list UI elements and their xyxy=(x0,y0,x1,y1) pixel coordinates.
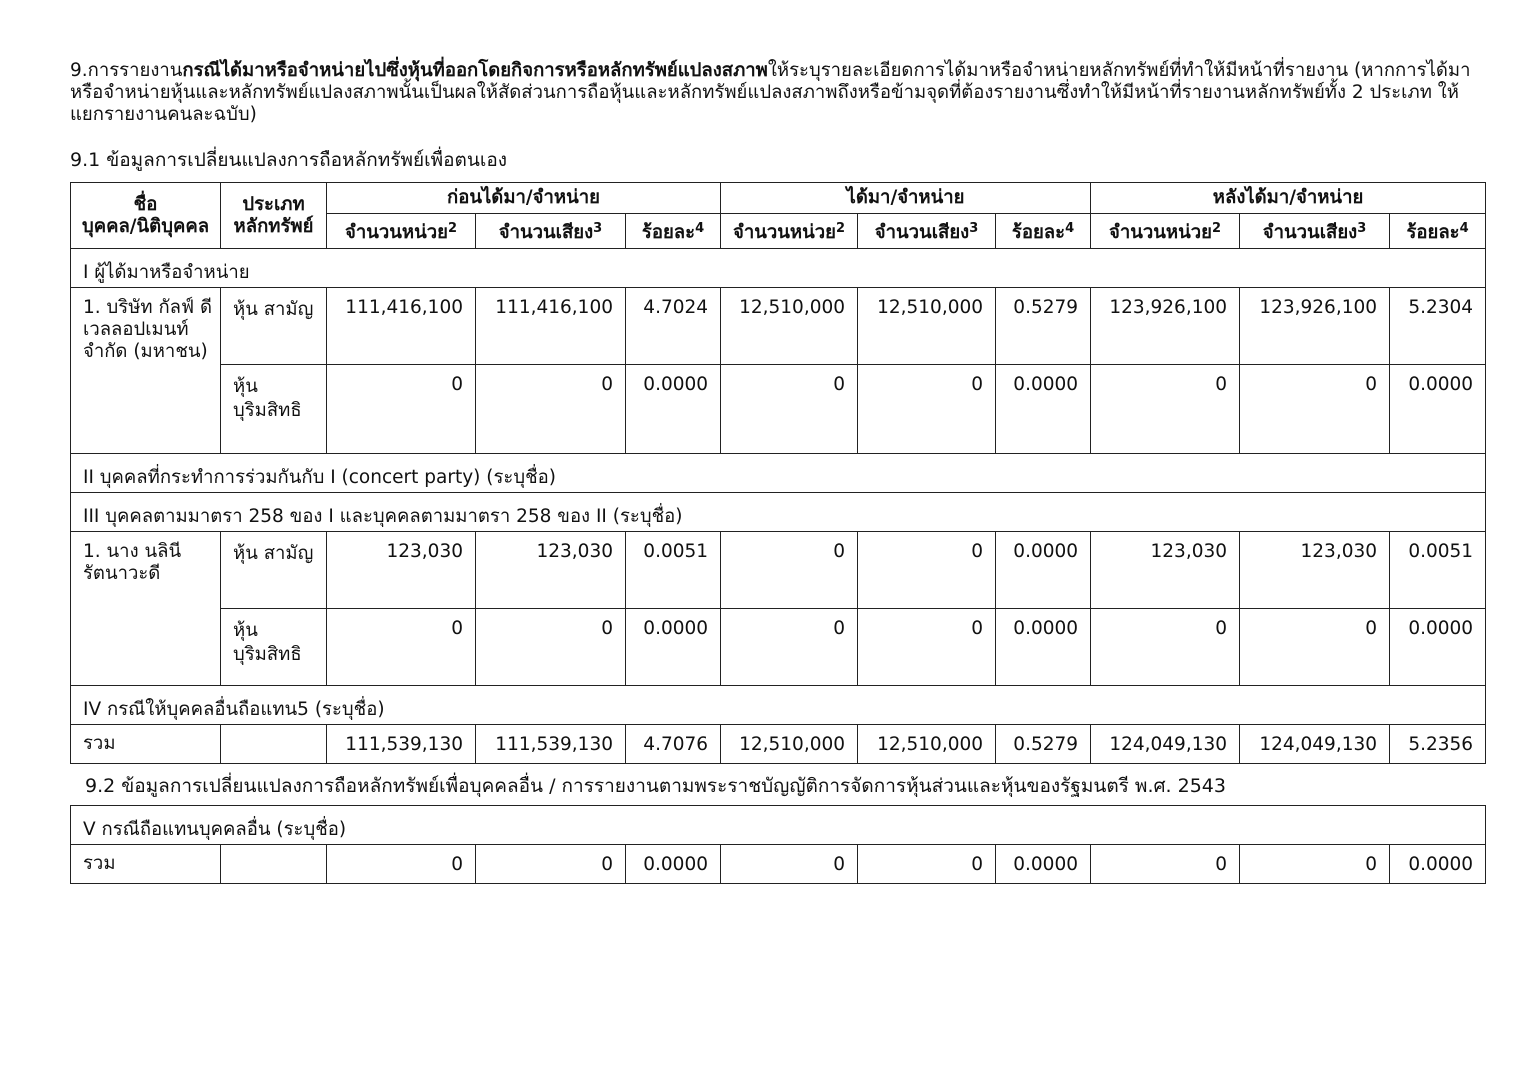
header-votes: จำนวนเสียง$^3$ xyxy=(476,214,626,249)
entity-name: 1. บริษัท กัลฟ์ ดี เวลลอปเมนท์ จำกัด (มหาชน) xyxy=(71,288,221,454)
table-row xyxy=(71,532,1486,609)
total-before-percent: 0.0000 xyxy=(626,845,721,884)
section-9-1-title: 9.1 ข้อมูลการเปลี่ยนแปลงการถือหลักทรัพย์เพื่อตนเอง xyxy=(70,149,508,171)
after-units: 123,030 xyxy=(1091,532,1240,609)
header-votes: จำนวนเสียง$^3$ xyxy=(1240,214,1390,249)
security-type: หุ้น บุริมสิทธิ xyxy=(221,365,327,454)
section-I-label: I ผู้ได้มาหรือจำหน่าย xyxy=(71,249,1486,288)
change-votes: 0 xyxy=(858,532,996,609)
intro-lead: 9.การรายงาน xyxy=(70,60,183,81)
after-units: 0 xyxy=(1091,609,1240,686)
table-row xyxy=(71,288,1486,365)
total-type-empty xyxy=(221,725,327,764)
after-votes: 123,030 xyxy=(1240,532,1390,609)
total-change-votes: 12,510,000 xyxy=(858,725,996,764)
total-change-votes: 0 xyxy=(858,845,996,884)
change-percent: 0.0000 xyxy=(996,365,1091,454)
after-votes: 0 xyxy=(1240,365,1390,454)
before-votes: 111,416,100 xyxy=(476,288,626,365)
after-percent: 5.2304 xyxy=(1390,288,1486,365)
after-percent: 0.0000 xyxy=(1390,365,1486,454)
before-units: 111,416,100 xyxy=(327,288,476,365)
change-votes: 12,510,000 xyxy=(858,288,996,365)
security-type: หุ้น บุริมสิทธิ xyxy=(221,609,327,686)
header-percent: ร้อยละ$^4$ xyxy=(1390,214,1486,249)
section-row-I xyxy=(71,249,1486,288)
intro-bold: กรณีได้มาหรือจำหน่ายไปซึ่งหุ้นที่ออกโดยกิจการหรือหลักทรัพย์แปลงสภาพ xyxy=(182,60,768,81)
before-percent: 0.0000 xyxy=(626,365,721,454)
section-row-IV xyxy=(71,686,1486,725)
after-units: 123,926,100 xyxy=(1091,288,1240,365)
after-units: 0 xyxy=(1091,365,1240,454)
before-units: 123,030 xyxy=(327,532,476,609)
proxy-holdings-table xyxy=(70,805,1486,884)
section-II-label: II บุคคลที่กระทำการร่วมกันกับ I (concert party) (ระบุชื่อ) xyxy=(71,454,1486,493)
change-units: 12,510,000 xyxy=(721,288,858,365)
header-votes: จำนวนเสียง$^3$ xyxy=(858,214,996,249)
intro-rest: ให้ระบุรายละเอียดการได้มาหรือจำหน่ายหลักทรัพย์ที่ทำให้มีหน้าที่รายงาน (หากการได้มาหรือจำหน่ายหุ้นและหลักทรัพย์แปลงสภาพนั้นเป็นผลให้สัดส่วนการถือหุ้นและหลักทรัพย์แปลงสภาพถึงหรือข้ามจุดที่ต้องรายงานซึ่งทำให้มีหน้าที่รายงานหลักทรัพย์ทั้ง 2 ประเภท ให้แยกรายงานคนละฉบับ) xyxy=(70,60,1471,125)
security-type: หุ้น สามัญ xyxy=(221,288,327,365)
total-after-percent: 5.2356 xyxy=(1390,725,1486,764)
before-units: 0 xyxy=(327,365,476,454)
change-votes: 0 xyxy=(858,609,996,686)
header-change: ได้มา/จำหน่าย xyxy=(721,183,1091,214)
after-percent: 0.0051 xyxy=(1390,532,1486,609)
total-change-percent: 0.0000 xyxy=(996,845,1091,884)
section-IV-label: IV กรณีให้บุคคลอื่นถือแทน5 (ระบุชื่อ) xyxy=(71,686,1486,725)
header-percent: ร้อยละ$^4$ xyxy=(626,214,721,249)
security-type: หุ้น สามัญ xyxy=(221,532,327,609)
change-percent: 0.0000 xyxy=(996,532,1091,609)
change-votes: 0 xyxy=(858,365,996,454)
entity-name: 1. นาง นลินี รัตนาวะดี xyxy=(71,532,221,686)
total-before-votes: 0 xyxy=(476,845,626,884)
total-type-empty xyxy=(221,845,327,884)
total-after-units: 0 xyxy=(1091,845,1240,884)
change-units: 0 xyxy=(721,609,858,686)
change-units: 0 xyxy=(721,365,858,454)
header-units: จำนวนหน่วย$^2$ xyxy=(1091,214,1240,249)
total-change-units: 0 xyxy=(721,845,858,884)
total-row xyxy=(71,845,1486,884)
after-percent: 0.0000 xyxy=(1390,609,1486,686)
section-row-III xyxy=(71,493,1486,532)
before-units: 0 xyxy=(327,609,476,686)
total-label: รวม xyxy=(71,845,221,884)
header-row-1 xyxy=(71,183,1486,214)
section-III-label: III บุคคลตามมาตรา 258 ของ I และบุคคลตามมาตรา 258 ของ II (ระบุชื่อ) xyxy=(71,493,1486,532)
total-after-percent: 0.0000 xyxy=(1390,845,1486,884)
total-after-votes: 124,049,130 xyxy=(1240,725,1390,764)
header-type: ประเภท หลักทรัพย์ xyxy=(221,183,327,249)
report-page xyxy=(70,60,1485,884)
total-before-votes: 111,539,130 xyxy=(476,725,626,764)
table-row xyxy=(71,365,1486,454)
total-before-percent: 4.7076 xyxy=(626,725,721,764)
section-row-II xyxy=(71,454,1486,493)
section-row-V xyxy=(71,806,1486,845)
header-units: จำนวนหน่วย$^2$ xyxy=(721,214,858,249)
header-name: ชื่อ บุคคล/นิติบุคคล xyxy=(71,183,221,249)
table-row xyxy=(71,609,1486,686)
header-percent: ร้อยละ$^4$ xyxy=(996,214,1091,249)
header-before: ก่อนได้มา/จำหน่าย xyxy=(327,183,721,214)
header-after: หลังได้มา/จำหน่าย xyxy=(1091,183,1486,214)
total-row xyxy=(71,725,1486,764)
total-change-percent: 0.5279 xyxy=(996,725,1091,764)
total-after-units: 124,049,130 xyxy=(1091,725,1240,764)
section-V-label: V กรณีถือแทนบุคคลอื่น (ระบุชื่อ) xyxy=(71,806,1486,845)
before-votes: 0 xyxy=(476,365,626,454)
holdings-table xyxy=(70,182,1486,764)
change-units: 0 xyxy=(721,532,858,609)
after-votes: 123,926,100 xyxy=(1240,288,1390,365)
intro-paragraph xyxy=(70,60,1485,126)
change-percent: 0.0000 xyxy=(996,609,1091,686)
before-percent: 4.7024 xyxy=(626,288,721,365)
change-percent: 0.5279 xyxy=(996,288,1091,365)
after-votes: 0 xyxy=(1240,609,1390,686)
before-percent: 0.0051 xyxy=(626,532,721,609)
before-votes: 123,030 xyxy=(476,532,626,609)
total-before-units: 111,539,130 xyxy=(327,725,476,764)
before-votes: 0 xyxy=(476,609,626,686)
total-label: รวม xyxy=(71,725,221,764)
header-units: จำนวนหน่วย$^2$ xyxy=(327,214,476,249)
total-after-votes: 0 xyxy=(1240,845,1390,884)
total-before-units: 0 xyxy=(327,845,476,884)
section-9-2-title: 9.2 ข้อมูลการเปลี่ยนแปลงการถือหลักทรัพย์เพื่อบุคคลอื่น / การรายงานตามพระราชบัญญัติการจัดการหุ้นส่วนและหุ้นของรัฐมนตรี พ.ศ. 2543 xyxy=(85,775,1226,797)
total-change-units: 12,510,000 xyxy=(721,725,858,764)
before-percent: 0.0000 xyxy=(626,609,721,686)
